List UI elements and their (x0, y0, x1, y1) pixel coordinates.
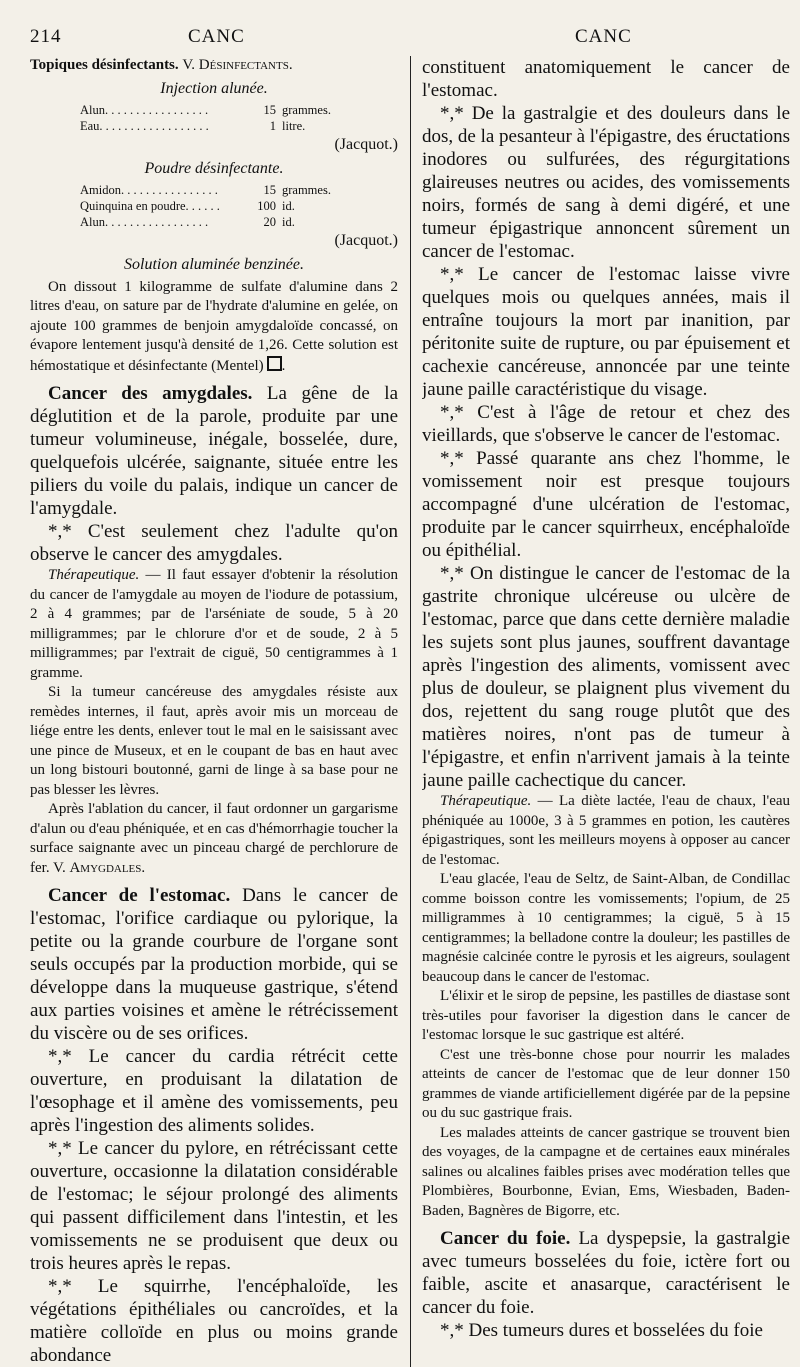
voyages-paragraph: Les malades atteints de cancer gastrique se trouvent bien des voyages, de la campagne et de certaines eaux minérales salines ou alcalines faibles prises avec modération telles que Plombières, Bourbonne, Evian, Ems, Wiesbaden, Baden-Baden, Bagnères de Bigorre, etc. (422, 1124, 790, 1219)
column-divider (410, 56, 411, 1367)
ablation-ref: Amygdales. (69, 859, 146, 876)
distingue-paragraph: *,* On distingue le cancer de l'estomac de la gastrite chronique ulcéreuse ou ulcère de l'estomac, parce que dans cette dernière maladie les sujets sont plus jaunes, souffrent davantage après l'ingestion des aliments, vomissent avec plus de douleur, se plaignent plus vivement du dos, rejettent du sang rouge plutôt que des matières noires, n'ont pas de tumeur à l'épigastre, et enfin n'arrivent jamais à la teinte jaune paille cachectique du cancer. (422, 563, 790, 791)
ingredient-unit: id. (282, 198, 295, 213)
poudre-title: Poudre désinfectante. (144, 159, 284, 177)
tumeurs-paragraph: *,* Des tumeurs dures et bosselées du foie (440, 1320, 763, 1341)
ablation-paragraph (30, 800, 398, 878)
topiques-title: Topiques désinfectants. (30, 57, 179, 73)
page-number: 214 (30, 26, 62, 47)
ingredient-name: Quinquina en poudre. . . . . . (80, 198, 220, 213)
injection-author: (Jacquot.) (334, 135, 398, 153)
amygdales-note: *,* C'est seulement chez l'adulte qu'on observe le cancer des amygdales. (30, 521, 398, 565)
columns (30, 56, 790, 1367)
running-header (30, 26, 790, 56)
ingredient-qty: 15 (263, 102, 276, 117)
nourrir-paragraph: C'est une très-bonne chose pour nourrir les malades atteints de cancer de l'estomac que de leur donner 150 grammes de viande artificiellement digérée par de la pepsine ou du suc gastrique frais. (422, 1046, 790, 1121)
therapeutique-text: — La diète lactée, l'eau de chaux, l'eau phéniquée au 1000e, 3 à 5 grammes en potion, les cautères épigastriques, sont les meilleurs moyens à opposer au cancer de l'estomac. (422, 793, 790, 868)
ingredient-unit: grammes. (282, 182, 331, 197)
amygdales-text: La gêne de la déglutition et de la parole, produite par une tumeur volumineuse, inégale, bosselée, dure, quelquefois ulcérée, saignante, située entre les piliers du voile du palais, indique un cancer de l'amygdale. (30, 383, 398, 519)
therapeutique-text: — Il faut essayer d'obtenir la résolution du cancer de l'amygdale au moyen de l'iodure de potassium, 2 à 4 grammes; par de l'arséniate de soude, 5 à 20 milligrammes; par le chlorure d'or et de soude, 2 à 5 milligrammes; par l'extrait de ciguë, 50 centigrammes à 1 gramme. (30, 567, 398, 681)
age-paragraph: *,* C'est à l'âge de retour et chez des vieillards, que s'observe le cancer de l'estomac. (422, 402, 790, 446)
foie-paragraph (422, 1227, 790, 1319)
ingredient-unit: litre. (282, 118, 306, 133)
estomac-title: Cancer de l'estomac. (48, 885, 231, 906)
squirrhe-paragraph: *,* Le squirrhe, l'encéphaloïde, les végétations épithéliales ou cancroïdes, et la matière colloïde en plus ou moins grande abondance (30, 1276, 398, 1366)
injection-title: Injection alunée. (160, 79, 268, 97)
pylore-paragraph: *,* Le cancer du pylore, en rétrécissant cette ouverture, occasionne la dilatation considérable de l'estomac; le séjour prolongé des aliments qui passent difficilement dans l'intestin, et les vomissements ne se produisent que deux ou trois heures après le repas. (30, 1138, 398, 1274)
ingredient-unit: grammes. (282, 102, 331, 117)
ingredient-name: Eau. . . . . . . . . . . . . . . . . . (80, 118, 209, 133)
ablation-text: Après l'ablation du cancer, il faut ordonner un gargarisme d'alun ou d'eau phéniquée, et en cas d'hémorrhagie toucher la surface saignante avec un pinceau chargé de perchlorure de fer. V. (30, 801, 398, 876)
tumeur-paragraph: Si la tumeur cancéreuse des amygdales résiste aux remèdes internes, il faut, après avoir mis un morceau de liége entre les dents, enlever tout le mal en le saisissant avec une pince de Museux, et en le coupant de bas en haut avec un long bistouri boutonné, garni de linge à sa base pour ne pas blesser les lèvres. (30, 684, 398, 798)
ingredient-name: Amidon. . . . . . . . . . . . . . . . (80, 182, 218, 197)
injection-formula (80, 102, 398, 134)
topiques-heading (30, 56, 398, 76)
therapeutique-label: Thérapeutique. (48, 567, 140, 583)
foie-title: Cancer du foie. (440, 1228, 571, 1249)
ingredient-name: Alun. . . . . . . . . . . . . . . . . (80, 102, 209, 117)
foie-text: La dyspepsie, la gastralgie avec tumeurs bosselées du foie, ictère fort ou faible, ascite et anasarque, caractérisent le cancer du foie. (422, 1228, 790, 1318)
therapeutique-label: Thérapeutique. (440, 793, 532, 809)
left-column (30, 56, 398, 1367)
gastralgie-paragraph: *,* De la gastralgie et des douleurs dans le dos, de la pesanteur à l'épigastre, des éructations inodores ou sulfurées, des régurgitations glaireuses neutres ou acides, des vomissements noirs, formés de sang à demi digéré, et une tumeur épigastrique annoncent sûrement un cancer de l'estomac. (422, 103, 790, 262)
formula-row (80, 118, 352, 134)
header-right-title: CANC (575, 26, 632, 47)
formula-row (80, 102, 352, 118)
amygdales-paragraph (30, 382, 398, 520)
elixir-paragraph: L'élixir et le sirop de pepsine, les pastilles de diastase sont très-utiles pour favoriser la digestion dans le cancer de l'estomac lorsque le suc gastrique est altéré. (422, 988, 790, 1043)
formula-row (80, 214, 352, 230)
ingredient-qty: 1 (269, 118, 276, 133)
header-left-title: CANC (188, 26, 245, 47)
solution-text: On dissout 1 kilogramme de sulfate d'alumine dans 2 litres d'eau, on sature par de l'hydrate d'alumine en gelée, on ajoute 100 grammes de benjoin amygdaloïde concassé, on évapore lentement jusqu'à densité de 1,26. Cette solution est hémostatique et désinfectante (Mentel) (30, 278, 398, 374)
formula-row (80, 182, 352, 198)
ingredient-qty: 100 (257, 198, 276, 213)
poudre-formula (80, 182, 398, 230)
ingredient-qty: 15 (263, 182, 276, 197)
quarante-paragraph: *,* Passé quarante ans chez l'homme, le vomissement noir est presque toujours accompagné d'une ulcération de l'estomac, produite par le cancer squirrheux, encéphaloïde ou épithélial. (422, 448, 790, 561)
therapeutique-paragraph (30, 566, 398, 683)
ornament-square-icon (267, 356, 282, 371)
solution-title: Solution aluminée benzinée. (124, 255, 304, 273)
amygdales-title: Cancer des amygdales. (48, 383, 253, 404)
therapeutique-paragraph (422, 792, 790, 870)
formula-row (80, 198, 352, 214)
topiques-ref: V. Désinfectants. (182, 57, 293, 73)
cardia-paragraph: *,* Le cancer du cardia rétrécit cette ouverture, en produisant la dilatation de l'œsophage et il amène des vomissements, peu après l'ingestion des aliments solides. (30, 1046, 398, 1136)
solution-paragraph: On dissout 1 kilogramme de sulfate d'alumine dans 2 litres d'eau, on sature par de l'hydrate d'alumine en gelée, on ajoute 100 grammes de benjoin amygdaloïde concassé, on évapore lentement jusqu'à densité de 1,26. Cette solution est hémostatique et désinfectante (Mentel) . (30, 278, 398, 374)
vivre-paragraph: *,* Le cancer de l'estomac laisse vivre quelques mois ou quelques années, mais il entraîne toujours la mort par inanition, par péritonite suite de rupture, ou par épuisement et cachexie cancéreuse, annoncée par une teinte jaune paille caractéristique du visage. (422, 264, 790, 400)
right-column (422, 56, 790, 1367)
ingredient-unit: id. (282, 214, 295, 229)
poudre-author: (Jacquot.) (334, 231, 398, 249)
estomac-paragraph (30, 884, 398, 1045)
ingredient-name: Alun. . . . . . . . . . . . . . . . . (80, 214, 209, 229)
glacee-paragraph: L'eau glacée, l'eau de Seltz, de Saint-Alban, de Condillac comme boisson contre les vomissements; l'opium, de 25 milligrammes à 10 centigrammes; la ciguë, 5 à 15 centigrammes; la belladone contre la douleur; les pastilles de magnésie calcinée contre le pyrosis et les aigreurs, soulagent beaucoup dans le cancer de l'estomac. (422, 871, 790, 985)
ingredient-qty: 20 (263, 214, 276, 229)
estomac-text: Dans le cancer de l'estomac, l'orifice cardiaque ou pylorique, la petite ou la grande courbure de l'organe sont seuls occupés par la production morbide, qui se développe dans la muqueuse gastrique, s'étend aux parties voisines et amène le rétrécissement du viscère ou de ses orifices. (30, 885, 398, 1044)
continuation-paragraph: constituent anatomiquement le cancer de l'estomac. (422, 57, 790, 101)
